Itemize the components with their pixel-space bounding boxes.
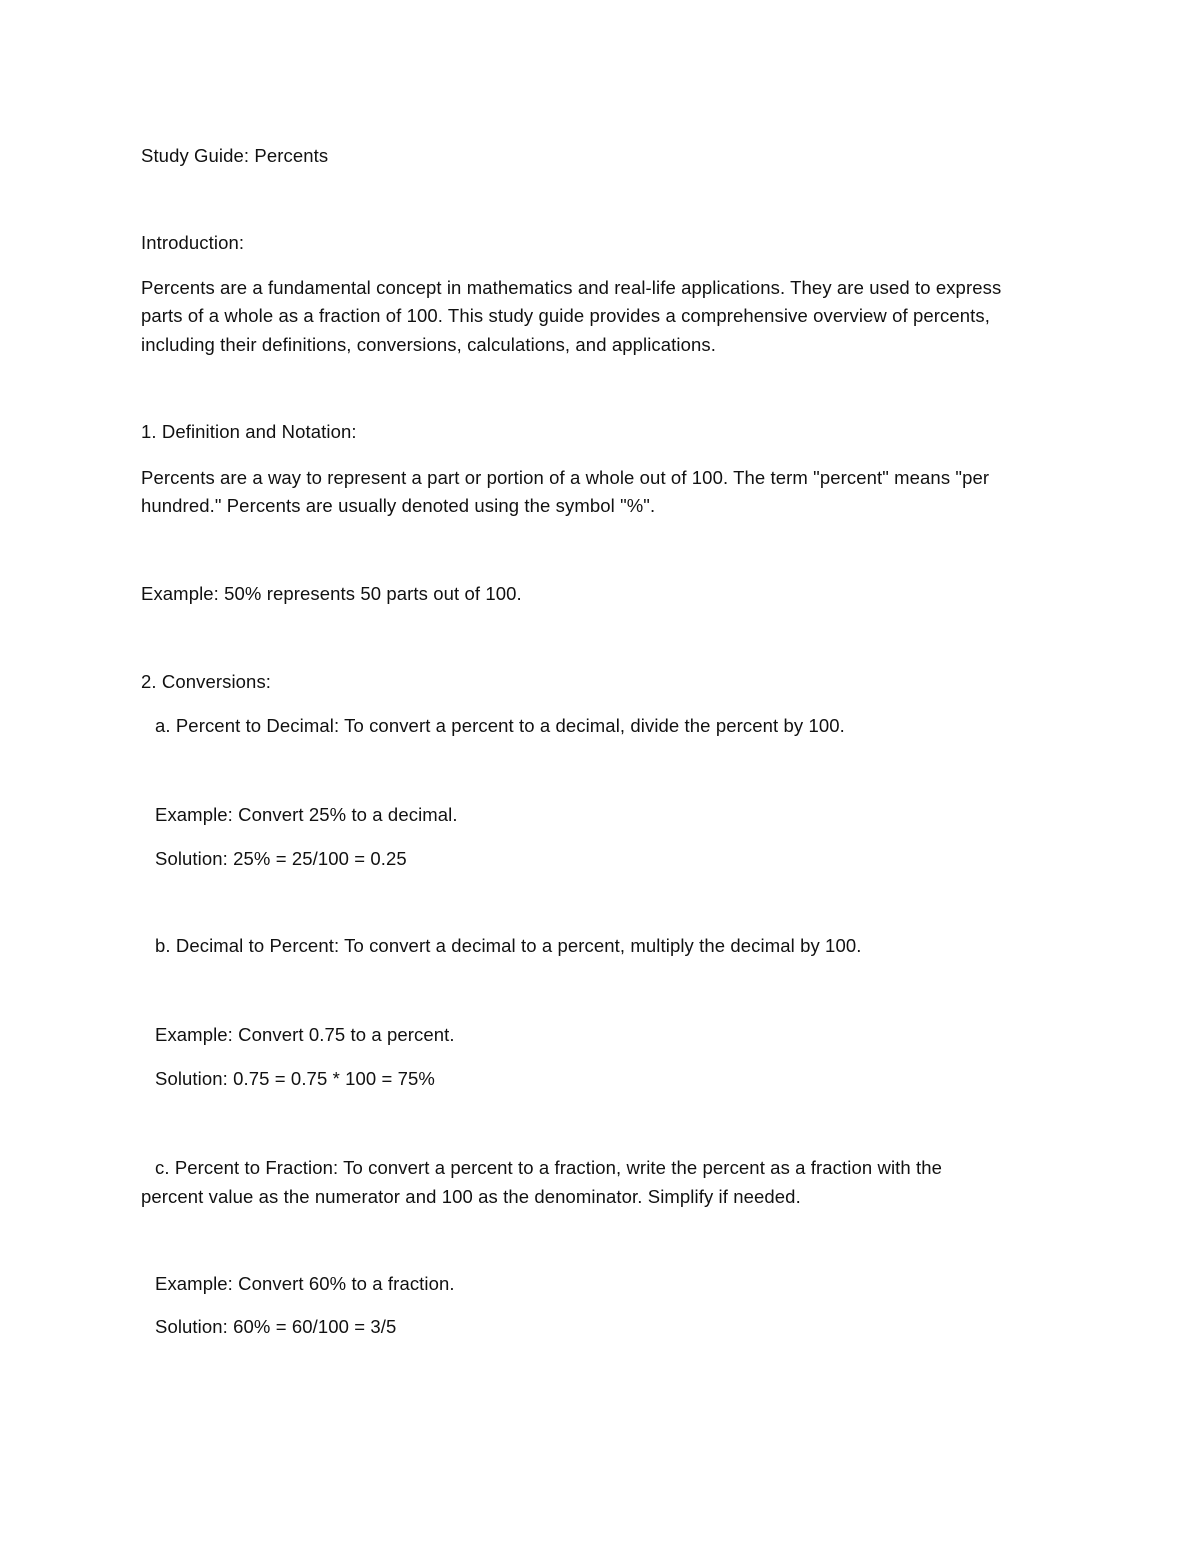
section1-text-line-2: hundred." Percents are usually denoted using the symbol "%". bbox=[141, 495, 656, 516]
percent-to-fraction-solution: Solution: 60% = 60/100 = 3/5 bbox=[155, 1316, 397, 1337]
intro-heading: Introduction: bbox=[141, 232, 245, 253]
intro-text-line-3: including their definitions, conversions, calculations, and applications. bbox=[141, 334, 716, 355]
section1-example: Example: 50% represents 50 parts out of 100. bbox=[141, 583, 522, 604]
percent-to-decimal-example: Example: Convert 25% to a decimal. bbox=[155, 804, 458, 825]
decimal-to-percent-solution: Solution: 0.75 = 0.75 * 100 = 75% bbox=[155, 1068, 435, 1089]
decimal-to-percent-text: b. Decimal to Percent: To convert a decimal to a percent, multiply the decimal by 100. bbox=[155, 935, 862, 956]
intro-text-line-1: Percents are a fundamental concept in mathematics and real-life applications. They are used to express bbox=[141, 277, 1002, 298]
section1-text-line-1: Percents are a way to represent a part or portion of a whole out of 100. The term "percent" means "per bbox=[141, 467, 990, 488]
document-title: Study Guide: Percents bbox=[141, 145, 329, 166]
percent-to-decimal-solution: Solution: 25% = 25/100 = 0.25 bbox=[155, 848, 407, 869]
intro-text-line-2: parts of a whole as a fraction of 100. This study guide provides a comprehensive overview of percents, bbox=[141, 305, 990, 326]
section2-heading: 2. Conversions: bbox=[141, 671, 272, 692]
section1-heading: 1. Definition and Notation: bbox=[141, 421, 357, 442]
percent-to-decimal-text: a. Percent to Decimal: To convert a percent to a decimal, divide the percent by 100. bbox=[155, 715, 845, 736]
decimal-to-percent-example: Example: Convert 0.75 to a percent. bbox=[155, 1024, 455, 1045]
percent-to-fraction-text-line-1: c. Percent to Fraction: To convert a percent to a fraction, write the percent as a fraction with the bbox=[155, 1157, 943, 1178]
percent-to-fraction-text-line-2: percent value as the numerator and 100 as the denominator. Simplify if needed. bbox=[141, 1186, 801, 1207]
percent-to-fraction-example: Example: Convert 60% to a fraction. bbox=[155, 1273, 455, 1294]
